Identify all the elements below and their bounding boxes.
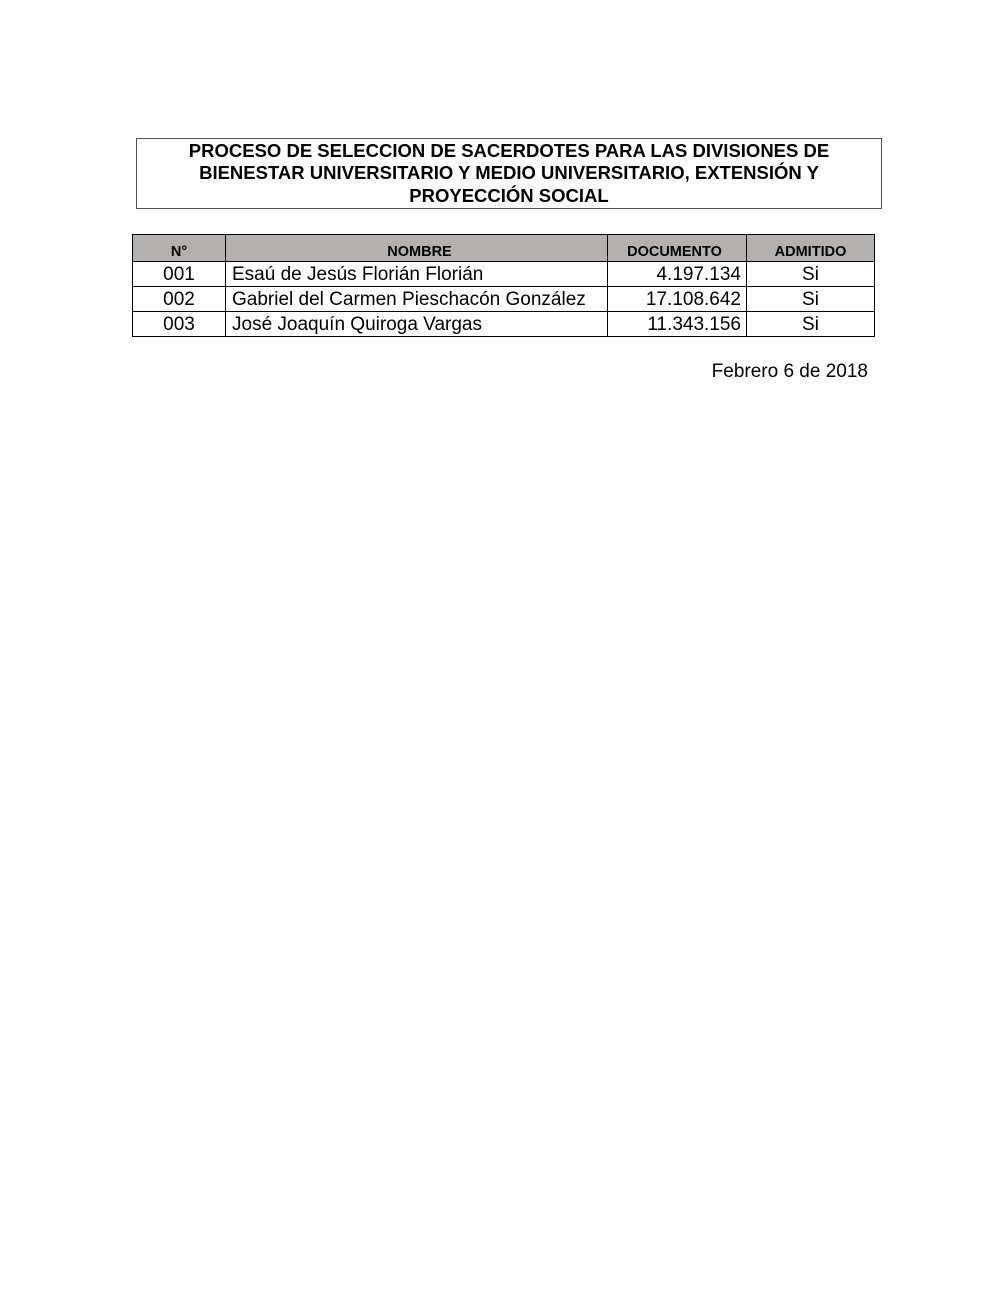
row-admitted: Si: [747, 312, 875, 337]
header-name: NOMBRE: [226, 235, 608, 262]
row-name: Esaú de Jesús Florián Florián: [226, 262, 608, 287]
table-header-row: [133, 235, 875, 262]
row-number: 001: [133, 262, 226, 287]
row-number: 003: [133, 312, 226, 337]
row-name: Gabriel del Carmen Pieschacón González: [226, 287, 608, 312]
header-document: DOCUMENTO: [608, 235, 747, 262]
row-admitted: Si: [747, 262, 875, 287]
row-name: José Joaquín Quiroga Vargas: [226, 312, 608, 337]
table-row: [133, 287, 875, 312]
header-admitted: ADMITIDO: [747, 235, 875, 262]
row-document: 11.343.156: [608, 312, 747, 337]
row-document: 17.108.642: [608, 287, 747, 312]
header-number: N°: [133, 235, 226, 262]
row-document: 4.197.134: [608, 262, 747, 287]
results-table: [132, 234, 875, 337]
table-row: [133, 262, 875, 287]
document-title: PROCESO DE SELECCION DE SACERDOTES PARA LAS DIVISIONES DE BIENESTAR UNIVERSITARIO Y MEDIO UNIVERSITARIO, EXTENSIÓN Y PROYECCIÓN SOCIAL: [188, 139, 830, 206]
document-date: Febrero 6 de 2018: [711, 361, 868, 382]
row-number: 002: [133, 287, 226, 312]
table-row: [133, 312, 875, 337]
row-admitted: Si: [747, 287, 875, 312]
title-box: [136, 138, 882, 209]
